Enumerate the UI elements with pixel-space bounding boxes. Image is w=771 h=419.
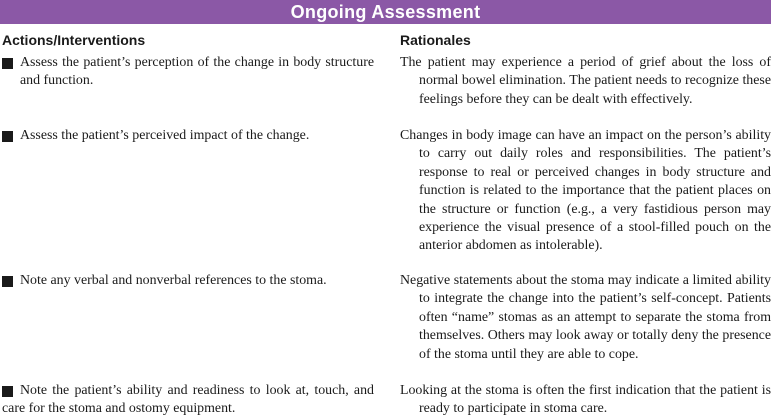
rationale-text: Negative statements about the stoma may indicate a limited ability to integrate the change into the patient’s self-concept. Patients often “name” stomas as an attempt to separate the stoma from themselves. Others may look away or totally deny the presence of the stoma until they are able to cope.	[400, 273, 771, 362]
rationale-text: Changes in body image can have an impact on the person’s ability to carry out daily roles and responsibilities. The patient’s response to real or perceived changes in body structure and function is related to the importance that the patient places on the structure or function (e.g., a very fastidious person may experience the visual presence of a stool-filled pouch on the anterior abdomen as intolerable).	[400, 128, 771, 254]
bullet-square-icon	[2, 386, 13, 397]
bullet-square-icon	[2, 276, 13, 287]
bullet-square-icon	[2, 58, 13, 69]
actions-column-header: Actions/Interventions	[2, 32, 146, 48]
rationale-text: The patient may experience a period of grief about the loss of normal bowel elimination. The patient needs to recognize these feelings before they can be dealt with effectively.	[400, 55, 771, 107]
rationales-column-header: Rationales	[400, 32, 471, 48]
bullet-square-icon	[2, 131, 13, 142]
action-text: Note the patient’s ability and readiness to look at, touch, and care for the stoma and ostomy equipment.	[2, 383, 374, 417]
section-banner: Ongoing Assessment	[0, 0, 771, 24]
action-item	[2, 382, 374, 419]
action-text: Assess the patient’s perceived impact of the change.	[20, 128, 310, 143]
action-item	[2, 54, 374, 91]
action-item	[2, 272, 374, 290]
action-item	[2, 127, 374, 145]
action-text: Assess the patient’s perception of the change in body structure and function.	[20, 55, 374, 89]
rationale-text: Looking at the stoma is often the first indication that the patient is ready to participate in stoma care.	[400, 383, 771, 417]
action-text: Note any verbal and nonverbal references to the stoma.	[20, 273, 327, 288]
